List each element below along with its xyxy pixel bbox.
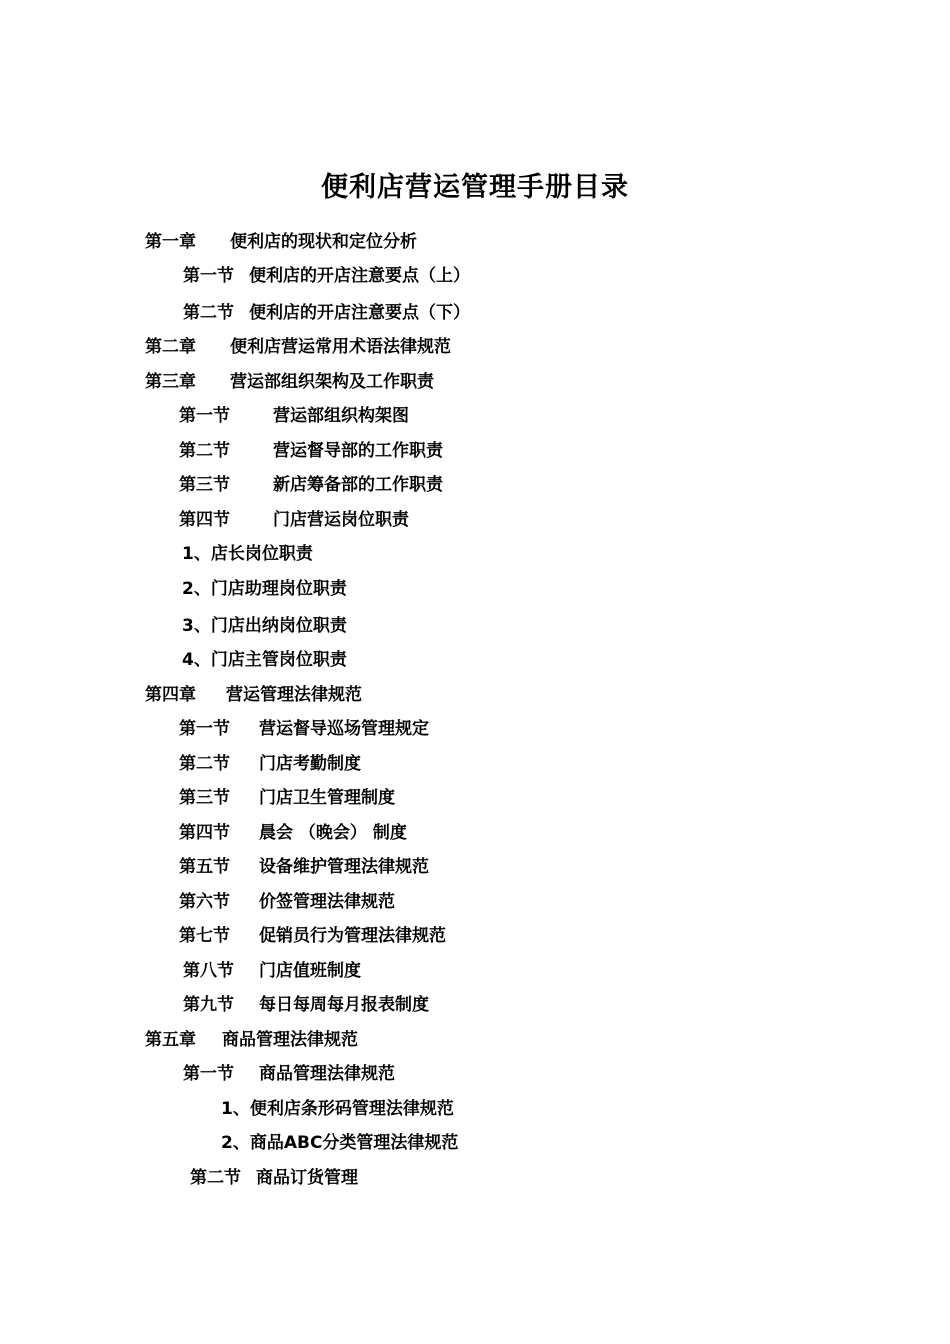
toc-entry-title: 3、门店出纳岗位职责	[182, 616, 347, 636]
toc-entry-number: 第三节	[179, 475, 230, 495]
toc-entry-title: 门店营运岗位职责	[273, 510, 409, 530]
toc-entry-title: 商品订货管理	[256, 1168, 358, 1188]
toc-entry-title: 营运部组织架构及工作职责	[230, 372, 434, 392]
toc-entry-number: 第一节	[179, 406, 230, 426]
toc-entry-title: 便利店的开店注意要点（上）	[249, 266, 470, 286]
toc-entry-title: 门店值班制度	[259, 961, 361, 981]
toc-entry-title: 1、店长岗位职责	[182, 544, 313, 564]
toc-entry-title: 1、便利店条形码管理法律规范	[221, 1099, 454, 1119]
toc-entry-title: 设备维护管理法律规范	[259, 857, 429, 877]
toc-entry-title: 商品管理法律规范	[259, 1064, 395, 1084]
toc-entry-number: 第三章	[145, 372, 196, 392]
toc-entry-title: 门店考勤制度	[259, 754, 361, 774]
toc-entry-number: 第五节	[179, 857, 230, 877]
toc-entry-number: 第二章	[145, 337, 196, 357]
toc-entry-title: 营运管理法律规范	[226, 685, 362, 705]
toc-entry-title: 2、门店助理岗位职责	[182, 579, 347, 599]
toc-entry-number: 第二节	[179, 441, 230, 461]
toc-entry-title: 营运督导巡场管理规定	[259, 719, 429, 739]
toc-entry-number: 第七节	[179, 926, 230, 946]
toc-entry-number: 第八节	[183, 961, 234, 981]
toc-entry-title: 晨会 （晚会） 制度	[259, 823, 407, 843]
page-title: 便利店营运管理手册目录	[321, 172, 629, 203]
toc-entry-number: 第五章	[145, 1030, 196, 1050]
toc-entry-title: 每日每周每月报表制度	[259, 995, 429, 1015]
toc-entry-number: 第六节	[179, 892, 230, 912]
toc-entry-title: 营运督导部的工作职责	[273, 441, 443, 461]
toc-entry-number: 第一章	[145, 232, 196, 252]
toc-entry-number: 第三节	[179, 788, 230, 808]
toc-entry-title: 门店卫生管理制度	[259, 788, 395, 808]
toc-entry-number: 第四节	[179, 823, 230, 843]
toc-entry-number: 第九节	[183, 995, 234, 1015]
toc-entry-number: 第一节	[183, 1064, 234, 1084]
toc-entry-number: 第四章	[145, 685, 196, 705]
toc-entry-title: 价签管理法律规范	[259, 892, 395, 912]
toc-entry-number: 第一节	[183, 266, 234, 286]
toc-entry-number: 第二节	[190, 1168, 241, 1188]
toc-entry-title: 2、商品ABC分类管理法律规范	[221, 1133, 459, 1153]
toc-entry-title: 新店筹备部的工作职责	[273, 475, 443, 495]
toc-entry-title: 便利店的现状和定位分析	[230, 232, 417, 252]
toc-entry-number: 第四节	[179, 510, 230, 530]
toc-entry-title: 营运部组织构架图	[273, 406, 409, 426]
toc-entry-title: 4、门店主管岗位职责	[182, 650, 347, 670]
toc-entry-title: 促销员行为管理法律规范	[259, 926, 446, 946]
toc-entry-number: 第二节	[183, 303, 234, 323]
toc-entry-number: 第一节	[179, 719, 230, 739]
toc-entry-title: 便利店营运常用术语法律规范	[230, 337, 451, 357]
toc-entry-title: 便利店的开店注意要点（下）	[249, 303, 470, 323]
toc-entry-title: 商品管理法律规范	[222, 1030, 358, 1050]
toc-entry-number: 第二节	[179, 754, 230, 774]
